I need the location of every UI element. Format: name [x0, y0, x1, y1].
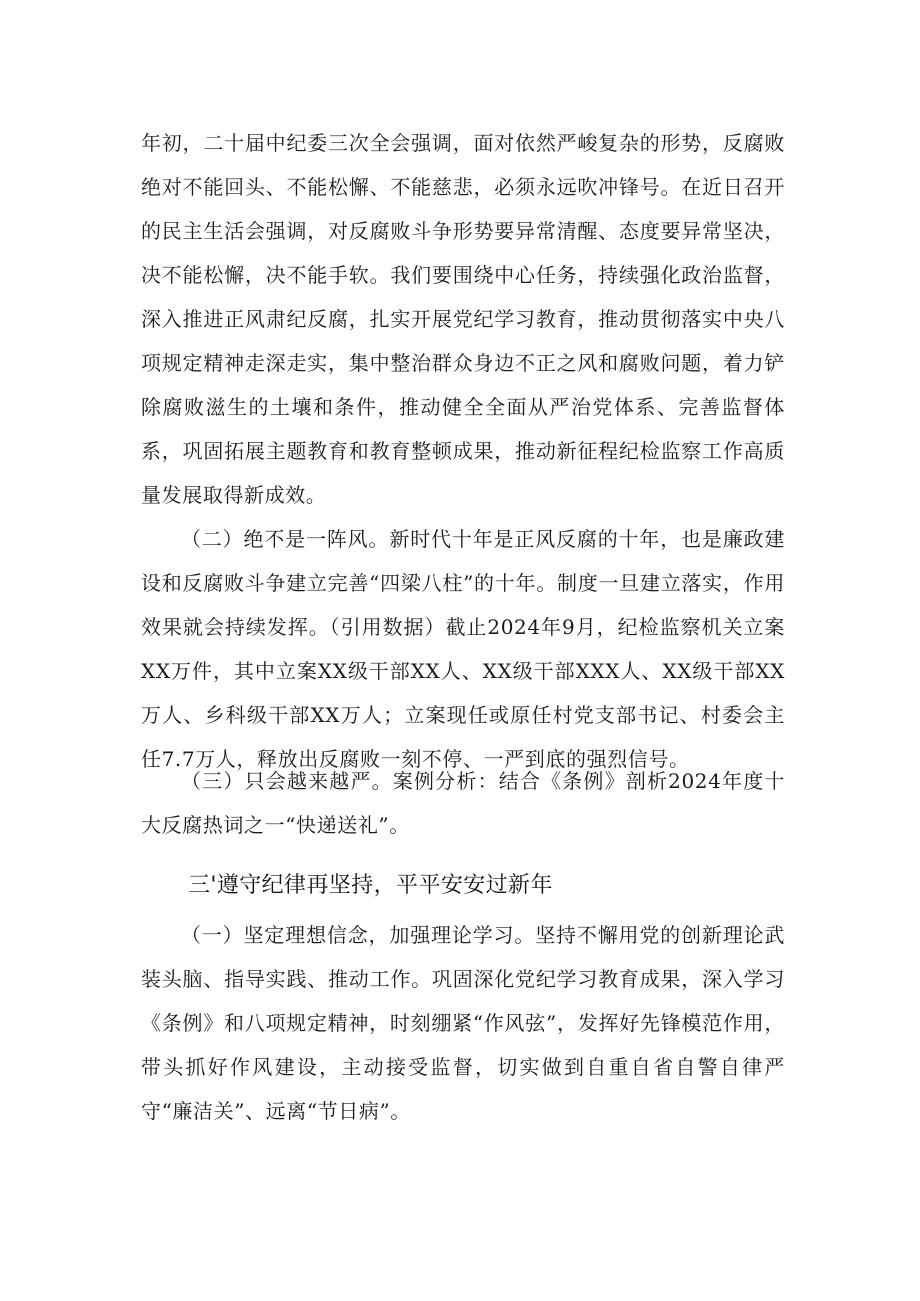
- paragraph-ideals-and-study: （一）坚定理想信念，加强理论学习。坚持不懈用党的创新理论武装头脑、指导实践、推动工作。巩固深化党纪学习教育成果，深入学习《条例》和八项规定精神，时刻绷紧“作风弦”，发挥好先锋模范作用，带头抓好作风建设，主动接受监督，切实做到自重自省自警自律严守“廉洁关”、远离“节日病”。: [141, 923, 785, 1123]
- paragraph-anti-corruption-stance: 年初，二十届中纪委三次全会强调，面对依然严峻复杂的形势，反腐败绝对不能回头、不能松懈、不能慈悲，必须永远吹冲锋号。在近日召开的民主生活会强调，对反腐败斗争形势要异常清醒、态度要异常坚决，决不能松懈，决不能手软。我们要围绕中心任务，持续强化政治监督，深入推进正风肃纪反腐，扎实开展党纪学习教育，推动贯彻落实中央八项规定精神走深走实，集中整治群众身边不正之风和腐败问题，着力铲除腐败滋生的土壤和条件，推动健全全面从严治党体系、完善监督体系，巩固拓展主题教育和教育整顿成果，推动新征程纪检监察工作高质量发展取得新成效。: [141, 131, 785, 507]
- section-heading-three: 三'遵守纪律再坚持，平平安安过新年: [188, 873, 553, 898]
- paragraph-not-a-passing-wind: （二）绝不是一阵风。新时代十年是正风反腐的十年，也是廉政建设和反腐败斗争建立完善“四梁八柱”的十年。制度一旦建立落实，作用效果就会持续发挥。（引用数据）截止2024年9月，纪检监察机关立案XX万件，其中立案XX级干部XX人、XX级干部XXX人、XX级干部XX万人、乡科级干部XX万人；立案现任或原任村党支部书记、村委会主任7.7万人，释放出反腐败一刻不停、一严到底的强烈信号。: [141, 527, 785, 771]
- paragraph-only-stricter: （三）只会越来越严。案例分析：结合《条例》剖析2024年度十大反腐热词之一“快递送礼”。: [141, 769, 785, 837]
